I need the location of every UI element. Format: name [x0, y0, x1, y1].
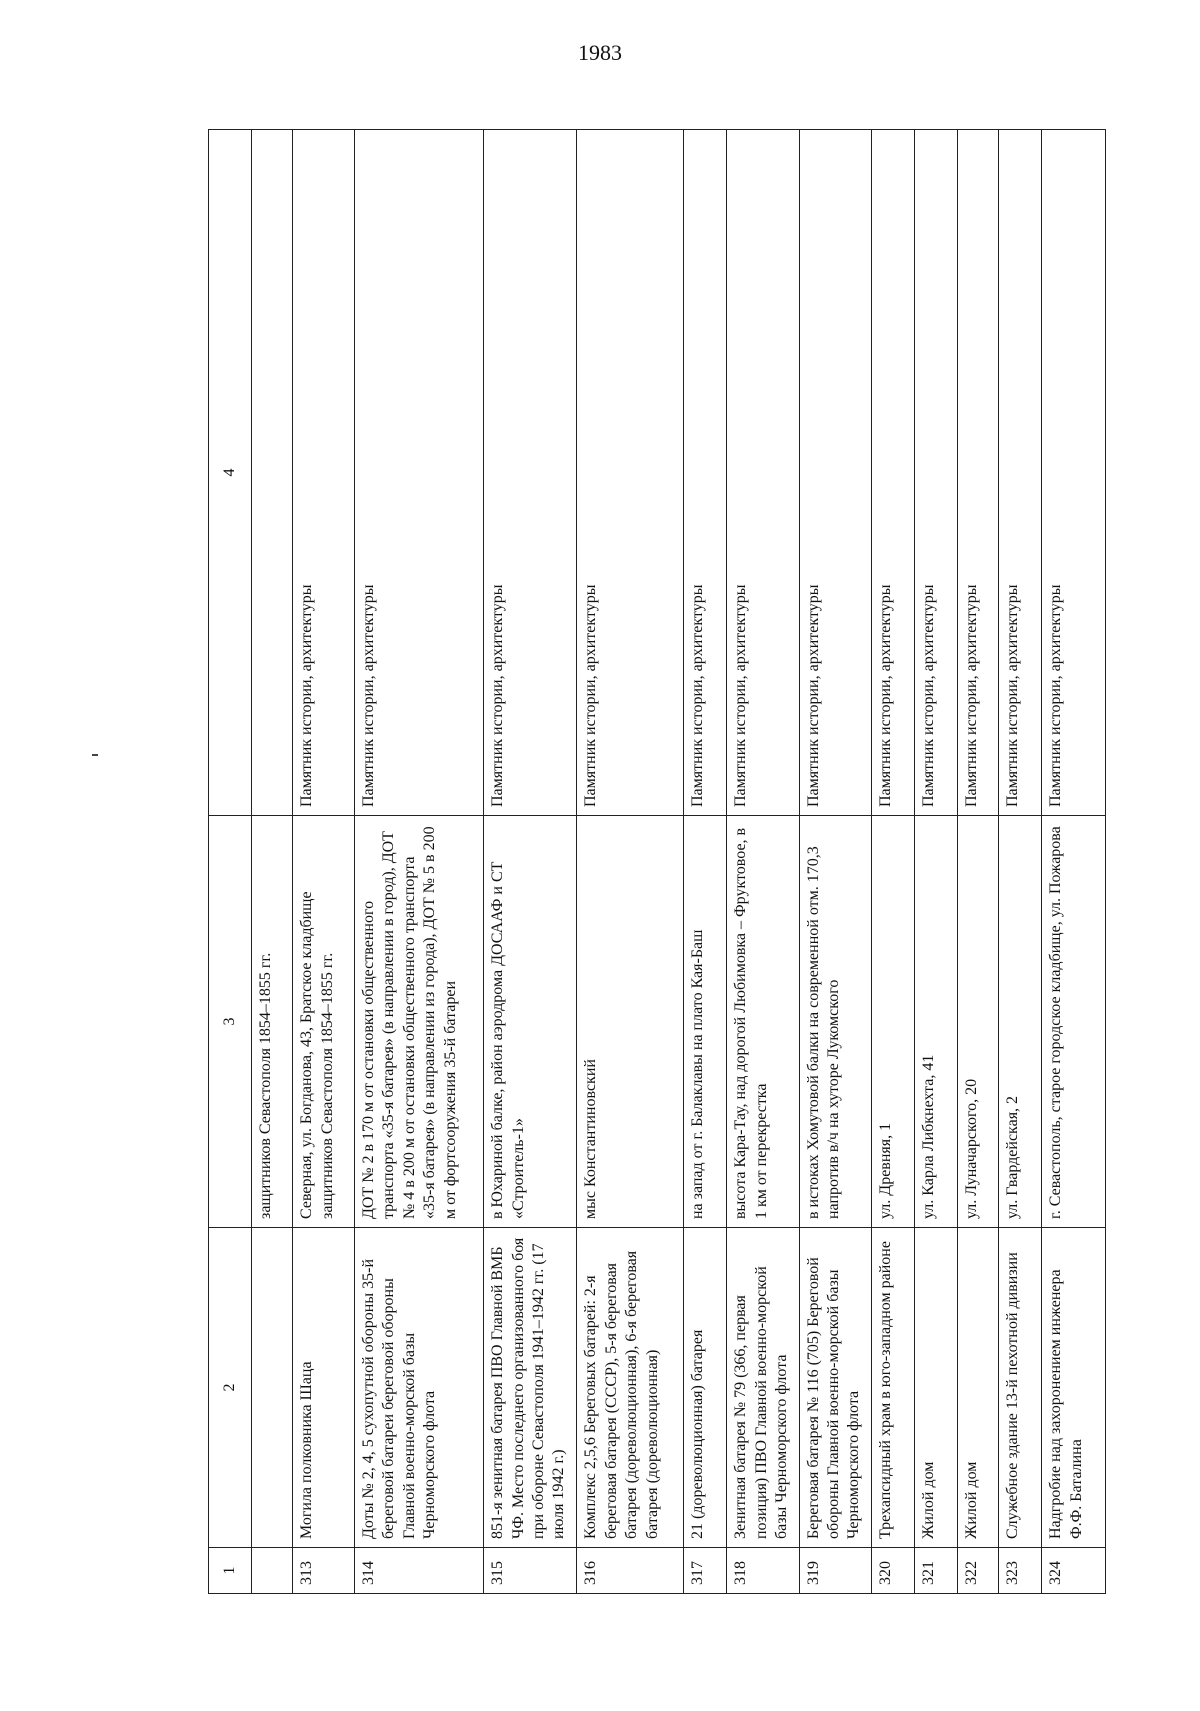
table-row	[484, 130, 577, 1594]
object-name: 21 (дореволюционная) батарея	[684, 1228, 727, 1548]
object-type: Памятник истории, архитектуры	[354, 130, 483, 816]
object-location: ул. Карла Либкнехта, 41	[914, 816, 957, 1228]
table-row	[354, 130, 483, 1594]
object-type: Памятник истории, архитектуры	[999, 130, 1042, 816]
header-row	[209, 130, 252, 1594]
object-location: мыс Константиновский	[577, 816, 684, 1228]
monuments-table	[208, 129, 1106, 1594]
object-name: Береговая батарея № 116 (705) Береговой обороны Главной военно-морской базы Черноморского флота	[799, 1228, 871, 1548]
header-col-4: 4	[209, 130, 252, 816]
table-row	[958, 130, 999, 1594]
object-location: ул. Древняя, 1	[871, 816, 914, 1228]
scan-mark	[92, 754, 98, 756]
object-location: высота Кара-Тау, над дорогой Любимовка – Фруктовое, в 1 км от перекрестка	[727, 816, 799, 1228]
object-location: защитников Севастополя 1854–1855 гг.	[252, 816, 293, 1228]
object-name: Жилой дом	[914, 1228, 957, 1548]
object-type: Памятник истории, архитектуры	[293, 130, 355, 816]
row-number: 317	[684, 1548, 727, 1594]
object-location: ул. Луначарского, 20	[958, 816, 999, 1228]
table-row	[293, 130, 355, 1594]
row-number: 323	[999, 1548, 1042, 1594]
header-col-3: 3	[209, 816, 252, 1228]
table-row	[684, 130, 727, 1594]
object-type: Памятник истории, архитектуры	[727, 130, 799, 816]
object-type: Памятник истории, архитектуры	[914, 130, 957, 816]
row-number: 320	[871, 1548, 914, 1594]
object-location: ул. Гвардейская, 2	[999, 816, 1042, 1228]
header-col-2: 2	[209, 1228, 252, 1548]
object-name: Надгробие над захоронением инженера Ф.Ф. Баталина	[1042, 1228, 1106, 1548]
object-name: Могила полковника Шаца	[293, 1228, 355, 1548]
row-number: 322	[958, 1548, 999, 1594]
object-name	[252, 1228, 293, 1548]
object-location: в истоках Хомутовой балки на современной отм. 170,3 напротив в/ч на хуторе Лукомского	[799, 816, 871, 1228]
row-number: 319	[799, 1548, 871, 1594]
object-type	[252, 130, 293, 816]
object-name: Доты № 2, 4, 5 сухопутной обороны 35-й береговой батареи береговой обороны Главной военно-морской базы Черноморского флота	[354, 1228, 483, 1548]
object-type: Памятник истории, архитектуры	[799, 130, 871, 816]
row-number: 321	[914, 1548, 957, 1594]
object-type: Памятник истории, архитектуры	[958, 130, 999, 816]
table-row	[1042, 130, 1106, 1594]
object-name: Комплекс 2,5,6 Береговых батарей: 2-я береговая батарея (СССР), 5-я береговая батарея (дореволюционная), 6-я береговая батарея (дореволюционная)	[577, 1228, 684, 1548]
object-location: на запад от г. Балаклавы на плато Кая-Баш	[684, 816, 727, 1228]
row-number: 318	[727, 1548, 799, 1594]
table-row	[727, 130, 799, 1594]
row-number: 315	[484, 1548, 577, 1594]
object-type: Памятник истории, архитектуры	[577, 130, 684, 816]
row-number: 316	[577, 1548, 684, 1594]
row-number: 324	[1042, 1548, 1106, 1594]
object-name: Трехапсидный храм в юго-западном районе	[871, 1228, 914, 1548]
object-type: Памятник истории, архитектуры	[684, 130, 727, 816]
object-name: Зенитная батарея № 79 (366, первая позиция) ПВО Главной военно-морской базы Черноморского флота	[727, 1228, 799, 1548]
object-location: ДОТ № 2 в 170 м от остановки общественного транспорта «35-я батарея» (в направлении в город), ДОТ № 4 в 200 м от остановки общественного транспорта «35-я батарея» (в направлении из города), ДОТ № 5 в 200 м от фортсооружения 35-й батареи	[354, 816, 483, 1228]
rotated-table-container	[208, 130, 1106, 1594]
row-number: 313	[293, 1548, 355, 1594]
object-type: Памятник истории, архитектуры	[1042, 130, 1106, 816]
table-row	[799, 130, 871, 1594]
object-type: Памятник истории, архитектуры	[484, 130, 577, 816]
object-location: г. Севастополь, старое городское кладбище, ул. Пожарова	[1042, 816, 1106, 1228]
table-row	[914, 130, 957, 1594]
page-number: 1983	[578, 40, 622, 65]
row-number: 314	[354, 1548, 483, 1594]
row-number	[252, 1548, 293, 1594]
object-name: 851-я зенитная батарея ПВО Главной ВМБ ЧФ. Место последнего организованного боя при обороне Севастополя 1941–1942 гг. (17 июля 1942 г.)	[484, 1228, 577, 1548]
object-type: Памятник истории, архитектуры	[871, 130, 914, 816]
table-row	[871, 130, 914, 1594]
object-location: в Юхариной балке, район аэродрома ДОСААФ и СТ «Строитель-1»	[484, 816, 577, 1228]
table-row	[999, 130, 1042, 1594]
object-name: Жилой дом	[958, 1228, 999, 1548]
object-location: Северная, ул. Богданова, 43, Братское кладбище защитников Севастополя 1854–1855 гг.	[293, 816, 355, 1228]
table-row	[252, 130, 293, 1594]
object-name: Служебное здание 13-й пехотной дивизии	[999, 1228, 1042, 1548]
header-col-1: 1	[209, 1548, 252, 1594]
table-row	[577, 130, 684, 1594]
